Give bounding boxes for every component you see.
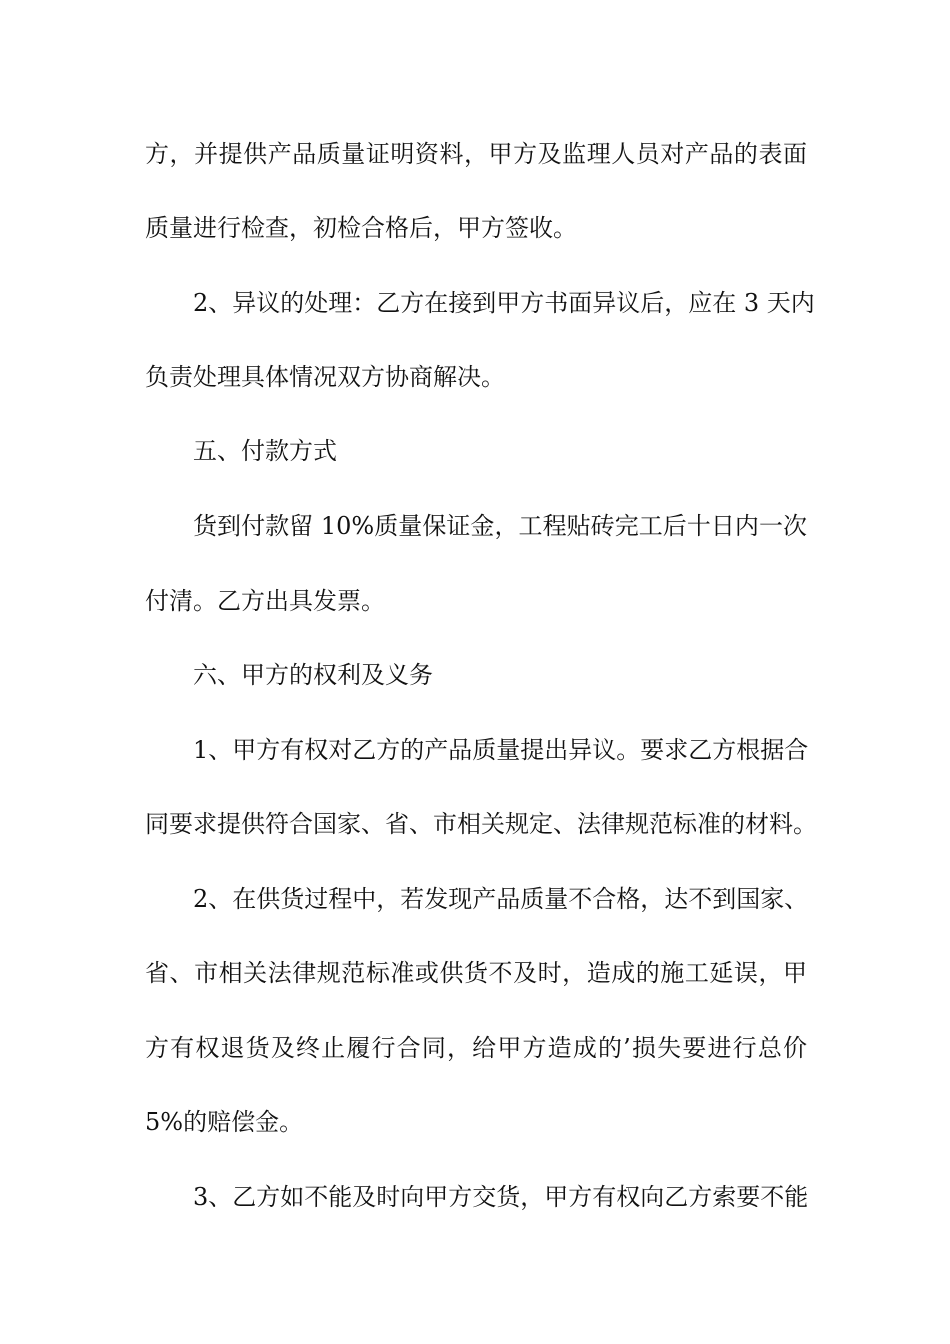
text-line-9: 1、甲方有权对乙方的产品质量提出异议。要求乙方根据合	[193, 736, 809, 764]
text-line-1: 方，并提供产品质量证明资料，甲方及监理人员对产品的表面	[145, 140, 807, 168]
text-line-12: 省、市相关法律规范标准或供货不及时，造成的施工延误，甲	[145, 959, 807, 987]
text-line-6: 货到付款留 10%质量保证金，工程贴砖完工后十日内一次	[193, 512, 807, 540]
section-heading-party-a-rights: 六、甲方的权利及义务	[193, 661, 433, 689]
text-line-7: 付清。乙方出具发票。	[145, 587, 385, 615]
text-line-10: 同要求提供符合国家、省、市相关规定、法律规范标准的材料。	[145, 810, 817, 838]
section-heading-payment: 五、付款方式	[193, 437, 337, 465]
text-line-2: 质量进行检查，初检合格后，甲方签收。	[145, 214, 577, 242]
text-line-3: 2、异议的处理：乙方在接到甲方书面异议后，应在 3 天内	[193, 289, 815, 317]
text-line-11: 2、在供货过程中，若发现产品质量不合格，达不到国家、	[193, 885, 809, 913]
text-line-14: 5%的赔偿金。	[145, 1108, 304, 1136]
text-line-4: 负责处理具体情况双方协商解决。	[145, 363, 505, 391]
text-line-13: 方有权退货及终止履行合同，给甲方造成的’损失要进行总价	[145, 1034, 807, 1062]
text-line-15: 3、乙方如不能及时向甲方交货，甲方有权向乙方索要不能	[193, 1183, 809, 1211]
